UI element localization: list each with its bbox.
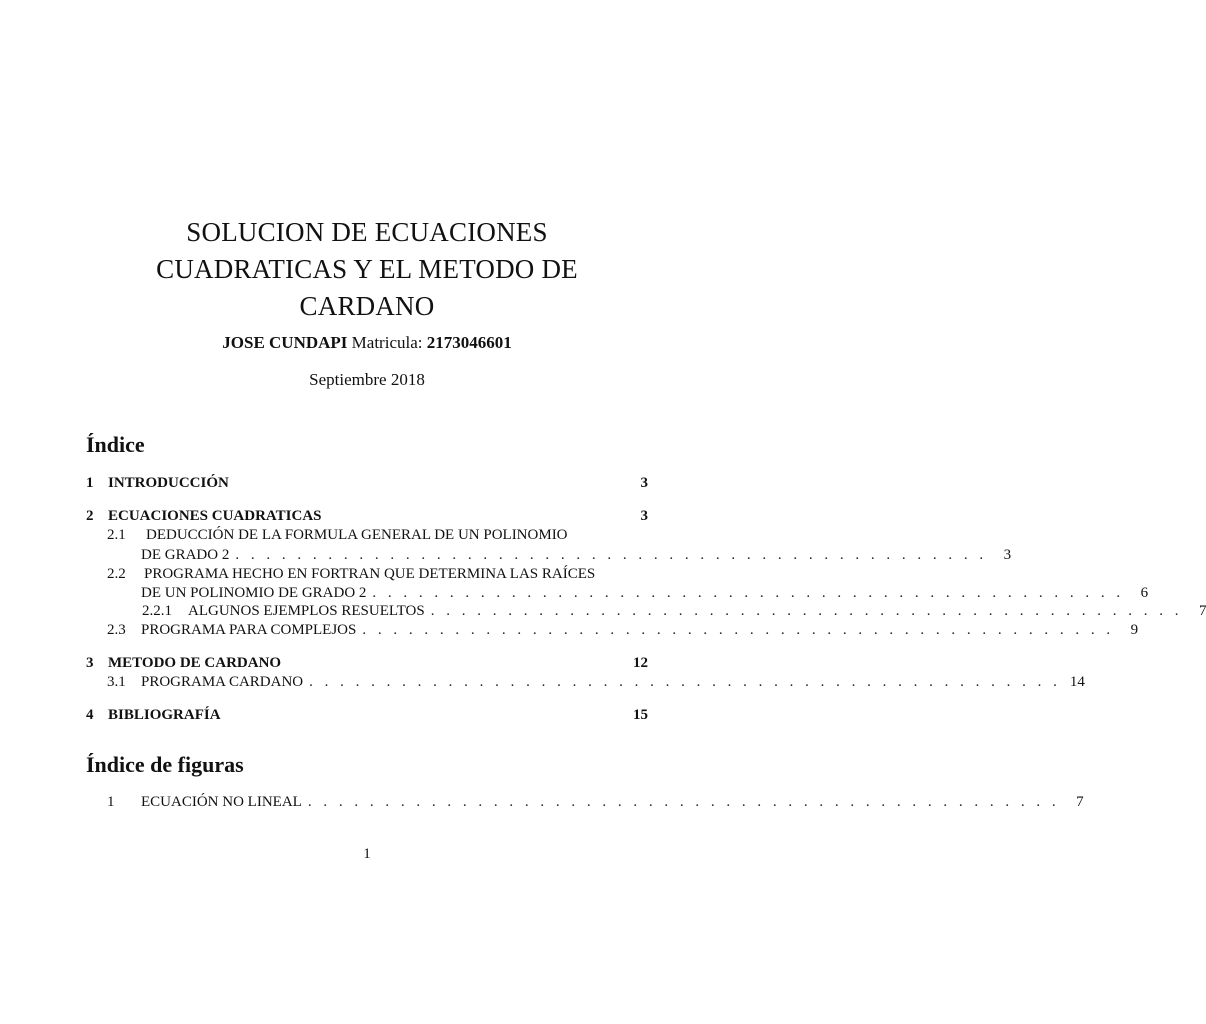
dot-leader: . . . . . . . . . . . . . . . . . . . . . . . . . . . . . . . . . . . . . . . . . . . . . . . . . (372, 585, 1125, 601)
toc-entry-programa-fortran[interactable] (107, 566, 648, 586)
toc-text: BIBLIOGRAFÍA (108, 707, 221, 723)
toc-number: 3.1 (107, 674, 126, 690)
toc-text-continued: DE UN POLINOMIO DE GRADO 2 (141, 585, 367, 601)
toc-entry-complejos[interactable] (107, 622, 1139, 642)
document-title (84, 214, 650, 325)
toc-entry-bibliografia[interactable] (86, 707, 648, 727)
toc-entry-cardano[interactable] (86, 655, 648, 675)
author-line (84, 333, 650, 353)
title-line-1: SOLUCION DE ECUACIONES (186, 217, 548, 247)
toc-page: 3 (640, 508, 648, 524)
toc-page: 3 (640, 475, 648, 491)
toc-text: DEDUCCIÓN DE LA FORMULA GENERAL DE UN POLINOMIO (146, 527, 568, 543)
title-line-3: CARDANO (299, 291, 435, 321)
toc-page: 15 (633, 707, 648, 723)
toc-number: 2.3 (107, 622, 126, 638)
document-date: Septiembre 2018 (309, 370, 425, 389)
figure-entry-ecuacion-no-lineal[interactable] (107, 794, 1084, 814)
figure-number: 1 (107, 794, 115, 810)
toc-text: ECUACIONES CUADRATICAS (108, 508, 322, 524)
toc-text: PROGRAMA PARA COMPLEJOS (141, 622, 357, 638)
toc-entry-ejemplos[interactable] (142, 603, 1206, 623)
toc-entry-deduccion-cont[interactable] (141, 547, 1012, 567)
toc-number: 3 (86, 655, 94, 671)
toc-text: PROGRAMA CARDANO (141, 674, 304, 690)
toc-page: 9 (1130, 622, 1139, 638)
toc-entry-ecuaciones-cuadraticas[interactable] (86, 508, 648, 528)
dot-leader: . . . . . . . . . . . . . . . . . . . . . . . . . . . . . . . . . . . . . . . . . . . . . . . . . (307, 794, 1060, 810)
toc-entry-deduccion[interactable] (107, 527, 648, 547)
author-name: JOSE CUNDAPI (222, 333, 348, 352)
toc-number: 2 (86, 508, 94, 524)
toc-number: 1 (86, 475, 94, 491)
title-line-2: CUADRATICAS Y EL METODO DE (156, 254, 578, 284)
toc-entry-programa-fortran-cont[interactable] (141, 585, 1149, 605)
dot-leader: . . . . . . . . . . . . . . . . . . . . . . . . . . . . . . . . . . . . . . . . . . . . . . . . . (309, 674, 1061, 690)
toc-number: 2.2.1 (142, 603, 172, 619)
toc-page: 14 (1069, 674, 1085, 690)
toc-text: PROGRAMA HECHO EN FORTRAN QUE DETERMINA LAS RAÍCES (144, 566, 596, 582)
dot-leader: . . . . . . . . . . . . . . . . . . . . . . . . . . . . . . . . . . . . . . . . . . . . . . . . . (235, 547, 988, 563)
toc-page: 6 (1140, 585, 1149, 601)
toc-page: 12 (633, 655, 648, 671)
figures-heading: Índice de figuras (86, 752, 244, 777)
figure-text: ECUACIÓN NO LINEAL (141, 794, 302, 810)
toc-text: ALGUNOS EJEMPLOS RESUELTOS (188, 603, 425, 619)
page-number: 1 (363, 846, 371, 862)
toc-number: 4 (86, 707, 94, 723)
toc-number: 2.1 (107, 527, 126, 543)
toc-text: METODO DE CARDANO (108, 655, 282, 671)
dot-leader: . . . . . . . . . . . . . . . . . . . . . . . . . . . . . . . . . . . . . . . . . . . . . . . . . (362, 622, 1115, 638)
toc-page: 3 (1003, 547, 1012, 563)
toc-text-continued: DE GRADO 2 (141, 547, 230, 563)
toc-entry-introduccion[interactable] (86, 475, 648, 495)
toc-entry-programa-cardano[interactable] (107, 674, 1085, 694)
toc-number: 2.2 (107, 566, 126, 582)
dot-leader: . . . . . . . . . . . . . . . . . . . . . . . . . . . . . . . . . . . . . . . . . . . . . . . . . (430, 603, 1183, 619)
figure-page: 7 (1076, 794, 1084, 810)
matricula-label: Matricula: (351, 333, 423, 352)
matricula-number: 2173046601 (426, 333, 512, 352)
toc-heading: Índice (86, 432, 145, 457)
toc-page: 7 (1198, 603, 1206, 619)
toc-text: INTRODUCCIÓN (108, 475, 229, 491)
